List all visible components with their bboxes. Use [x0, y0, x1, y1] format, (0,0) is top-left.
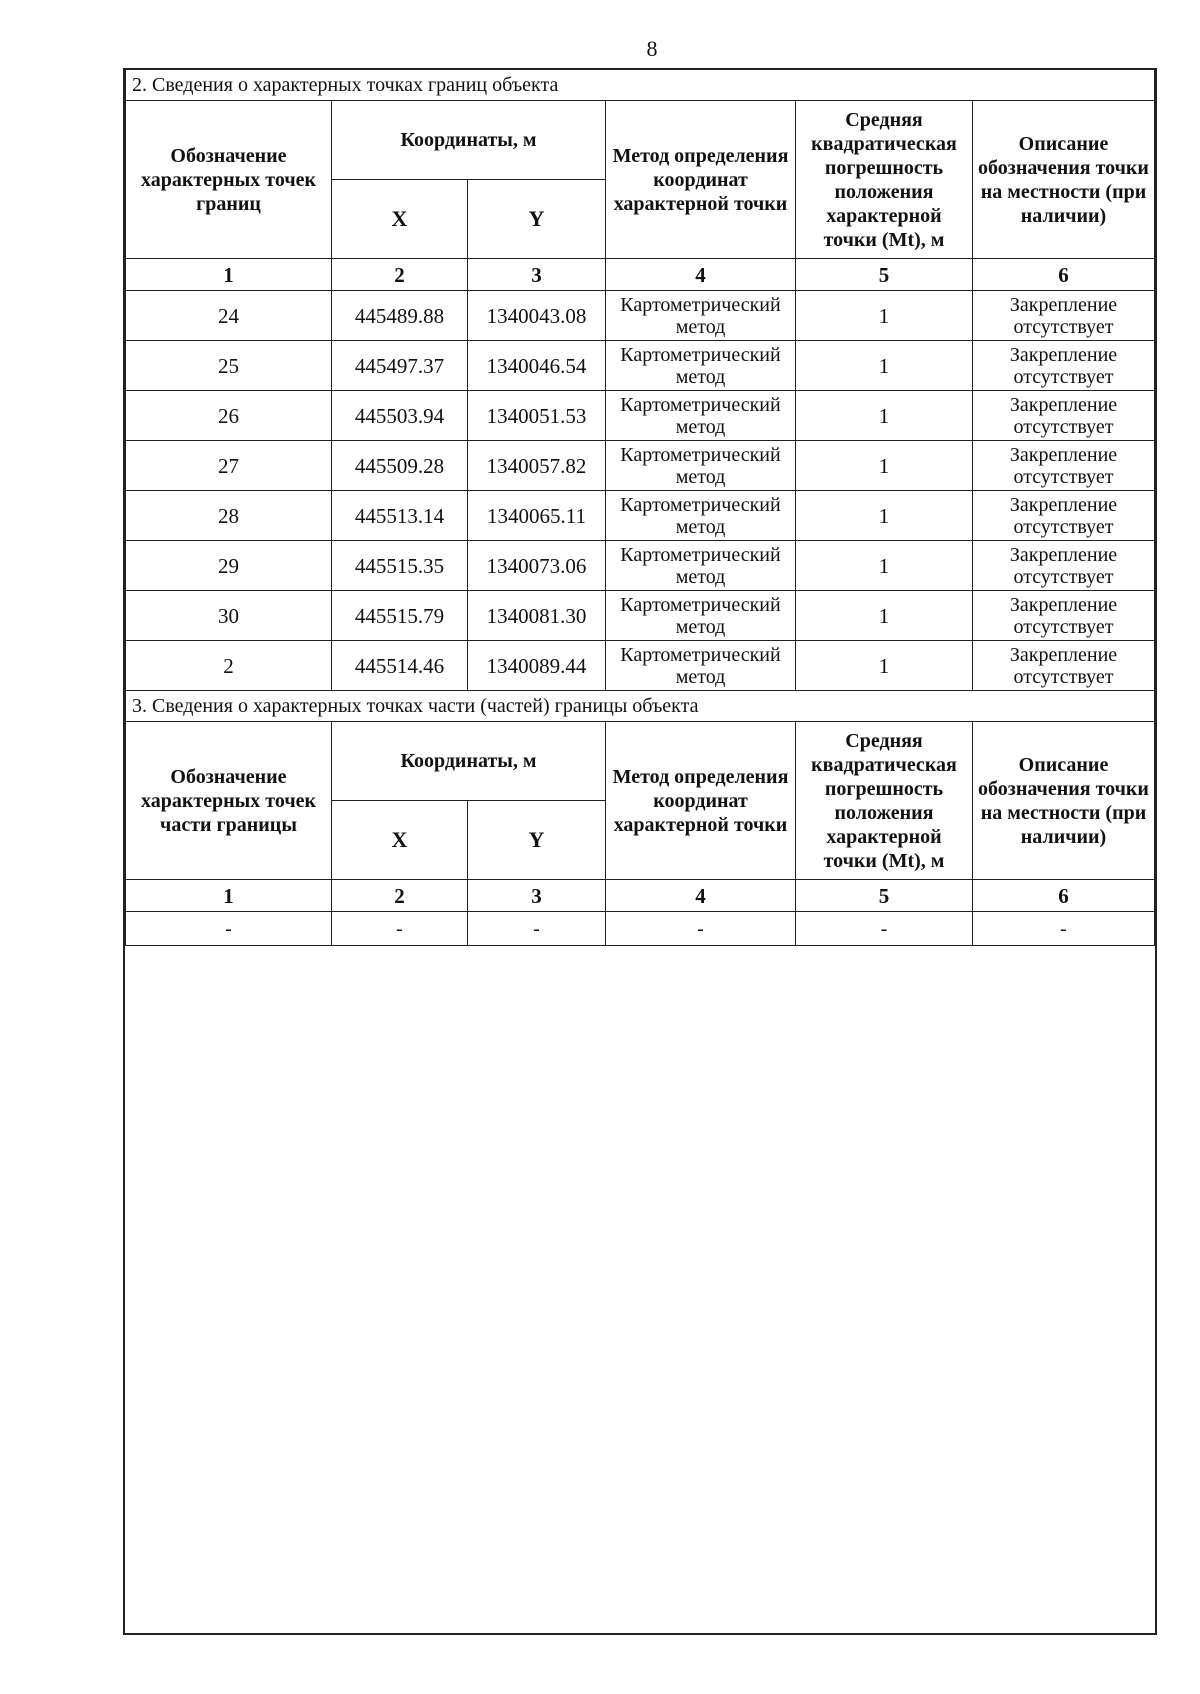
s3-dash-cell: - [973, 912, 1155, 946]
x-cell: 445513.14 [332, 491, 468, 541]
x-cell: 445514.46 [332, 641, 468, 691]
description-cell: Закрепление отсутствует [973, 491, 1155, 541]
s2-header-coordinates: Координаты, м [332, 101, 606, 180]
point-cell: 29 [126, 541, 332, 591]
x-cell: 445497.37 [332, 341, 468, 391]
table-row [126, 341, 1155, 391]
mt-cell: 1 [796, 341, 973, 391]
mt-cell: 1 [796, 541, 973, 591]
description-cell: Закрепление отсутствует [973, 591, 1155, 641]
y-cell: 1340081.30 [468, 591, 606, 641]
s2-column-numbers [126, 259, 1155, 291]
point-cell: 28 [126, 491, 332, 541]
s3-header-coordinates: Координаты, м [332, 722, 606, 801]
page-number: 8 [646, 36, 658, 61]
s2-colnum: 5 [796, 259, 973, 291]
s3-colnum: 6 [973, 880, 1155, 912]
table-row [126, 391, 1155, 441]
description-cell: Закрепление отсутствует [973, 391, 1155, 441]
y-cell: 1340051.53 [468, 391, 606, 441]
s2-colnum: 4 [606, 259, 796, 291]
point-cell: 24 [126, 291, 332, 341]
description-cell: Закрепление отсутствует [973, 341, 1155, 391]
s3-column-numbers [126, 880, 1155, 912]
section3-table [125, 691, 1155, 946]
mt-cell: 1 [796, 641, 973, 691]
method-cell: Картометрический метод [606, 591, 796, 641]
table-row [126, 291, 1155, 341]
method-cell: Картометрический метод [606, 391, 796, 441]
mt-cell: 1 [796, 391, 973, 441]
method-cell: Картометрический метод [606, 541, 796, 591]
document-frame [123, 68, 1157, 1635]
s2-header-point-designation: Обозначение характерных точек границ [126, 101, 332, 259]
point-cell: 30 [126, 591, 332, 641]
method-cell: Картометрический метод [606, 291, 796, 341]
s2-header-x: X [332, 180, 468, 259]
table-row [126, 441, 1155, 491]
method-cell: Картометрический метод [606, 641, 796, 691]
y-cell: 1340043.08 [468, 291, 606, 341]
s3-header-method: Метод определения координат характерной точки [606, 722, 796, 880]
s3-header-description: Описание обозначения точки на местности (при наличии) [973, 722, 1155, 880]
s3-dash-cell: - [332, 912, 468, 946]
method-cell: Картометрический метод [606, 491, 796, 541]
x-cell: 445489.88 [332, 291, 468, 341]
s3-dash-cell: - [606, 912, 796, 946]
method-cell: Картометрический метод [606, 341, 796, 391]
point-cell: 27 [126, 441, 332, 491]
y-cell: 1340065.11 [468, 491, 606, 541]
s3-dash-cell: - [468, 912, 606, 946]
x-cell: 445515.35 [332, 541, 468, 591]
mt-cell: 1 [796, 491, 973, 541]
table-row [126, 641, 1155, 691]
y-cell: 1340089.44 [468, 641, 606, 691]
s3-colnum: 5 [796, 880, 973, 912]
y-cell: 1340046.54 [468, 341, 606, 391]
y-cell: 1340073.06 [468, 541, 606, 591]
x-cell: 445503.94 [332, 391, 468, 441]
s2-header-description: Описание обозначения точки на местности (при наличии) [973, 101, 1155, 259]
x-cell: 445509.28 [332, 441, 468, 491]
table-row [126, 491, 1155, 541]
section2-title: 2. Сведения о характерных точках границ объекта [126, 70, 1155, 101]
s2-colnum: 6 [973, 259, 1155, 291]
mt-cell: 1 [796, 441, 973, 491]
s3-header-point-designation: Обозначение характерных точек части границы [126, 722, 332, 880]
s3-header-y: Y [468, 801, 606, 880]
section2-table [125, 70, 1155, 691]
mt-cell: 1 [796, 291, 973, 341]
s2-colnum: 3 [468, 259, 606, 291]
s2-colnum: 1 [126, 259, 332, 291]
x-cell: 445515.79 [332, 591, 468, 641]
s3-colnum: 1 [126, 880, 332, 912]
s3-colnum: 2 [332, 880, 468, 912]
s3-header-mean-error: Средняя квадратическая погрешность положения характерной точки (Mt), м [796, 722, 973, 880]
s3-dash-cell: - [126, 912, 332, 946]
s3-colnum: 4 [606, 880, 796, 912]
description-cell: Закрепление отсутствует [973, 641, 1155, 691]
method-cell: Картометрический метод [606, 441, 796, 491]
s3-header-x: X [332, 801, 468, 880]
mt-cell: 1 [796, 591, 973, 641]
point-cell: 2 [126, 641, 332, 691]
description-cell: Закрепление отсутствует [973, 291, 1155, 341]
s3-empty-row [126, 912, 1155, 946]
y-cell: 1340057.82 [468, 441, 606, 491]
description-cell: Закрепление отсутствует [973, 541, 1155, 591]
point-cell: 26 [126, 391, 332, 441]
s2-header-method: Метод определения координат характерной точки [606, 101, 796, 259]
s2-colnum: 2 [332, 259, 468, 291]
table-row [126, 541, 1155, 591]
s2-header-mean-error: Средняя квадратическая погрешность положения характерной точки (Mt), м [796, 101, 973, 259]
s3-colnum: 3 [468, 880, 606, 912]
point-cell: 25 [126, 341, 332, 391]
s2-header-y: Y [468, 180, 606, 259]
s3-dash-cell: - [796, 912, 973, 946]
table-row [126, 591, 1155, 641]
description-cell: Закрепление отсутствует [973, 441, 1155, 491]
section3-title: 3. Сведения о характерных точках части (частей) границы объекта [126, 691, 1155, 722]
